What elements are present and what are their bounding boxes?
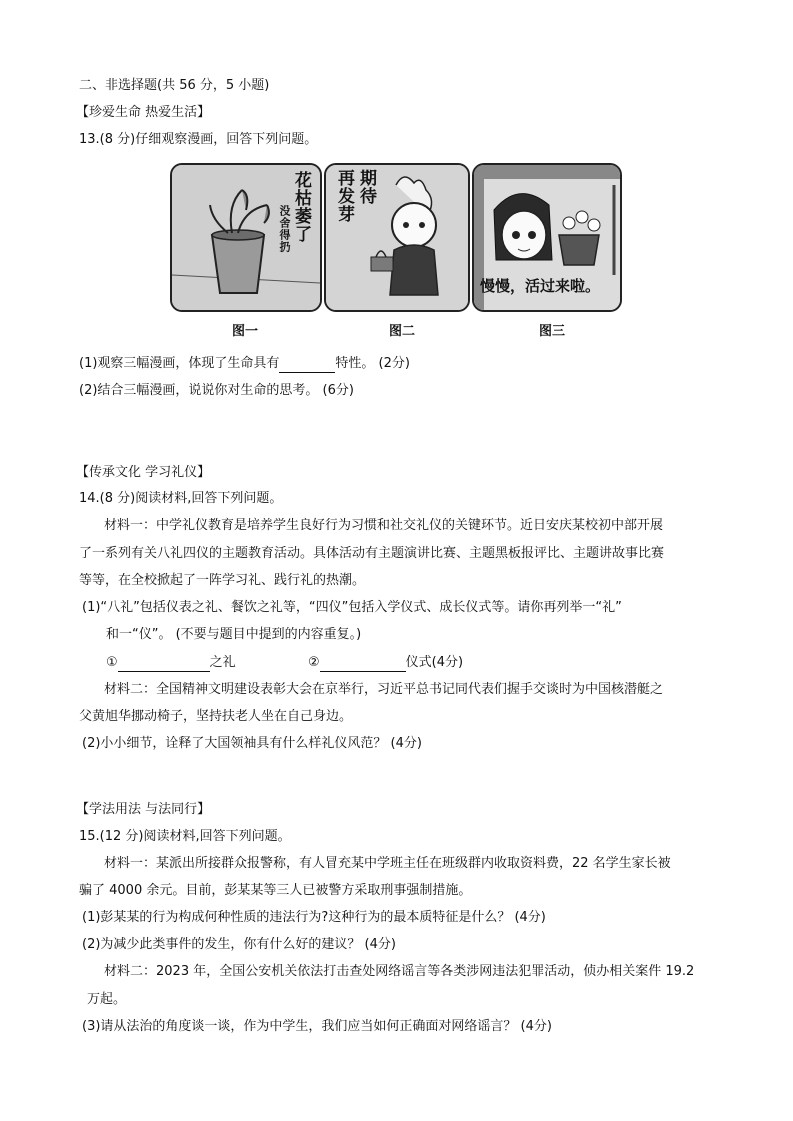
q13-answer-blank[interactable]: [279, 358, 335, 373]
q15-material2-line2: 万起。: [87, 992, 127, 1007]
caption-figure-1: 图一: [232, 324, 259, 339]
q14-sub2: (2)小小细节，诠释了大国领袖具有什么样礼仪风范？ (4分): [82, 736, 422, 751]
panel3-caption: 慢慢，活过来啦。: [480, 277, 601, 295]
q14-theme: 【传承文化 学习礼仪】: [76, 465, 211, 480]
comic-panel-1: [170, 163, 322, 312]
panel1-caption-a: 花枯萎了: [291, 171, 311, 243]
q15-theme: 【学法用法 与法同行】: [76, 802, 211, 817]
q15-sub1: (1)彭某某的行为构成何种性质的违法行为?这种行为的最本质特征是什么？ (4分): [82, 910, 546, 925]
q14-sub1-line2: 和一“仪”。 (不要与题目中提到的内容重复。): [106, 627, 362, 642]
q13-theme: 【珍爱生命 热爱生活】: [76, 105, 211, 120]
caption-figure-2: 图二: [389, 324, 416, 339]
q14-material2-line1: 材料二：全国精神文明建设表彰大会在京举行，习近平总书记同代表们握手交谈时为中国核潜艇之: [104, 682, 664, 697]
q13-stem: 13.(8 分)仔细观察漫画，回答下列问题。: [79, 132, 318, 147]
panel1-caption-b: 没舍得扔: [278, 205, 291, 253]
section-header: 二、非选择题(共 56 分，5 小题): [79, 78, 270, 93]
q14-material2-line2: 父黄旭华挪动椅子，坚持扶老人坐在自己身边。: [79, 709, 353, 724]
q13-sub2: (2)结合三幅漫画，说说你对生命的思考。 (6分): [79, 383, 354, 398]
q15-material1-line1: 材料一：某派出所接群众报警称，有人冒充某中学班主任在班级群内收取资料费，22 名学生家长被: [104, 856, 671, 871]
q14-blank-ceremony[interactable]: [320, 657, 406, 672]
caption-figure-3: 图三: [539, 324, 566, 339]
q13-sub1: (1)观察三幅漫画，体现了生命具有 特性。 (2分): [79, 356, 410, 371]
panel2-caption-b: 期待: [356, 169, 376, 205]
comic-panel-2: [324, 163, 470, 312]
q14-blank-row: ① 之礼: [106, 655, 236, 670]
q14-material1-line1: 材料一：中学礼仪教育是培养学生良好行为习惯和社交礼仪的关键环节。近日安庆某校初中部开展: [104, 518, 664, 533]
q14-material1-line2: 了一系列有关八礼四仪的主题教育活动。具体活动有主题演讲比赛、主题黑板报评比、主题讲故事比赛: [79, 546, 665, 561]
q15-sub3: (3)请从法治的角度谈一谈，作为中学生，我们应当如何正确面对网络谣言？ (4分): [82, 1019, 552, 1034]
panel2-caption-a: 再发芽: [334, 169, 354, 223]
q15-material1-line2: 骗了 4000 余元。目前，彭某某等三人已被警方采取刑事强制措施。: [79, 883, 472, 898]
q15-material2-line1: 材料二：2023 年，全国公安机关依法打击查处网络谣言等各类涉网违法犯罪活动，侦办相关案件 19.2: [104, 964, 695, 979]
comic-panel-3: [472, 163, 622, 312]
q14-material1-line3: 等等，在全校掀起了一阵学习礼、践行礼的热潮。: [79, 573, 366, 588]
q14-stem: 14.(8 分)阅读材料,回答下列问题。: [79, 491, 283, 506]
q14-sub1-line1: (1)“八礼”包括仪表之礼、餐饮之礼等，“四仪”包括入学仪式、成长仪式等。请你再列举一“礼”: [82, 600, 622, 615]
q14-blank-row-2: ② 仪式(4分): [308, 655, 464, 670]
q14-blank-etiquette[interactable]: [118, 657, 210, 672]
q15-sub2: (2)为减少此类事件的发生，你有什么好的建议？ (4分): [82, 937, 396, 952]
comic-strip: [170, 163, 620, 311]
q15-stem: 15.(12 分)阅读材料,回答下列问题。: [79, 829, 291, 844]
